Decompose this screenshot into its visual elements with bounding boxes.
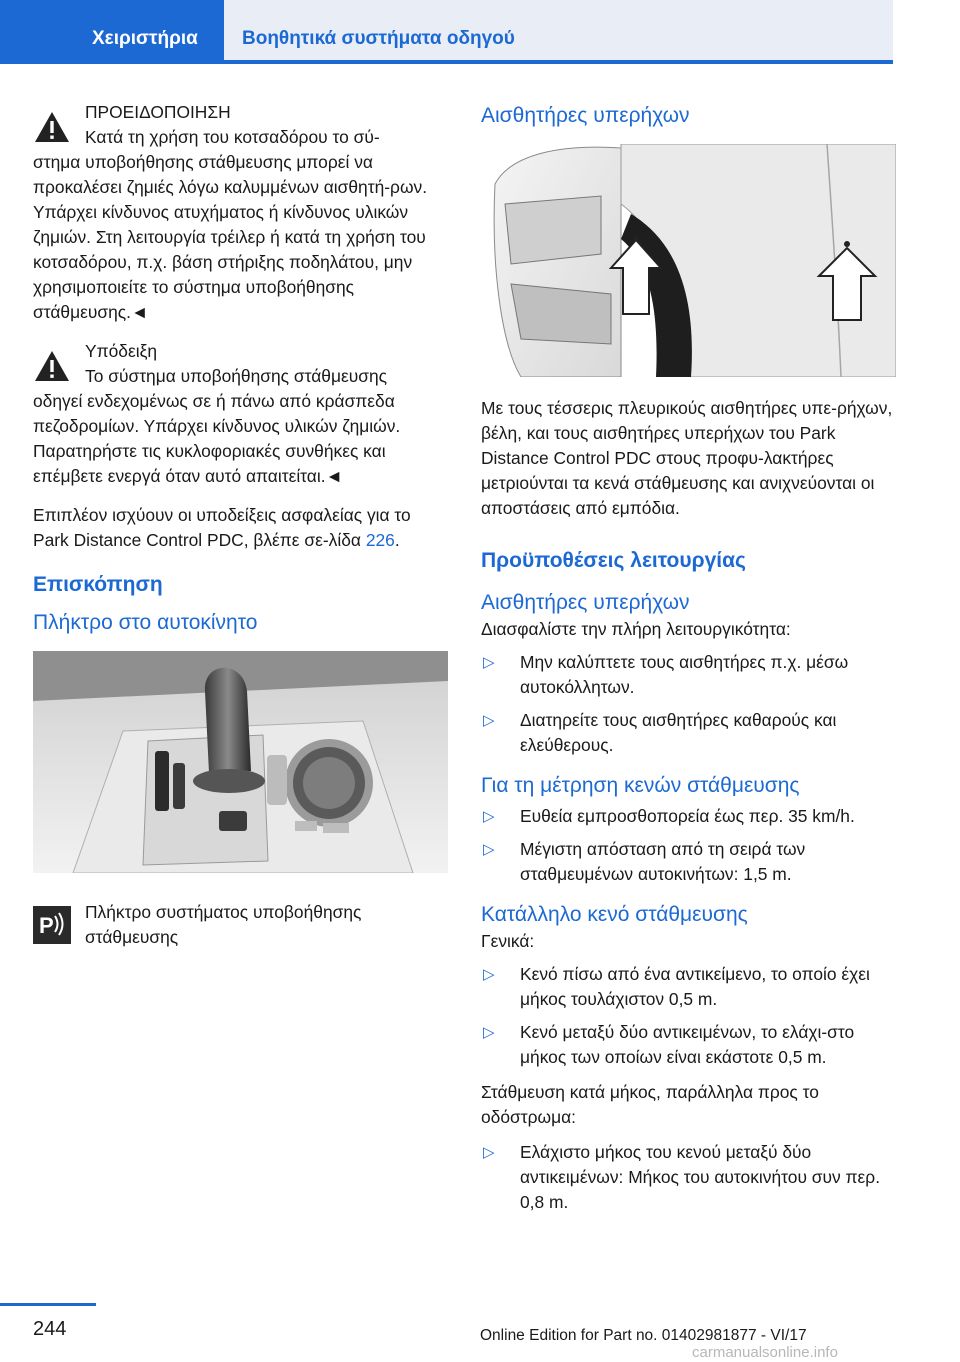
left-column [33,100,448,950]
warning-title: ΠΡΟΕΙΔΟΠΟΙΗΣΗ [85,102,231,122]
parallel-parking-text: Στάθμευση κατά μήκος, παράλληλα προς το οδόστρωμα: [481,1082,819,1127]
parallel-parking-list [481,1140,896,1215]
heading-overview: Επισκόπηση [33,573,163,596]
notice-block [33,339,448,489]
notice-text-first-line: Το σύστημα υποβοήθησης στάθμευσης [85,366,388,386]
safety-reference-text: Επιπλέον ισχύουν οι υποδείξεις ασφαλείας για το Park Distance Control PDC, βλέπε σε-λίδα [33,505,411,550]
center-console-image [33,651,448,873]
list-item: ▷ Μέγιστη απόσταση από τη σειρά των σταθμευμένων αυτοκινήτων: 1,5 m. [483,839,806,884]
sensor-care-list [481,650,896,758]
list-item: ▷ Ελάχιστο μήκος του κενού μεταξύ δύο αντικειμένων: Μήκος του αυτοκινήτου συν περ. 0,8 m. [483,1142,881,1212]
warning-block [33,100,448,325]
pdc-button-note [33,900,448,950]
notice-text: οδηγεί ενδεχομένως σε ή πάνω από κράσπεδα πεζοδρομίων. Υπάρχει κίνδυνος υλικών ζημιών. Παρατηρήστε τις κυκλοφοριακές συνθήκες και επέμβετε ενεργά όταν αυτό απαιτείται.◄ [33,391,401,486]
edition-info: Online Edition for Part no. 01402981877 - VI/17 [480,1327,807,1344]
list-item: ▷ Κενό μεταξύ δύο αντικειμένων, το ελάχι-στο μήκος των οποίων είναι εκάστοτε 0,5 m. [483,1022,855,1067]
suitable-space-list [481,962,896,1070]
heading-operating-requirements: Προϋποθέσεις λειτουργίας [481,549,746,572]
chapter-tab-label: Χειριστήρια [92,28,198,49]
footer-divider [0,1303,96,1306]
notice-title: Υπόδειξη [85,341,158,361]
safety-reference [33,503,448,553]
right-column [481,100,896,1225]
chapter-tab[interactable] [0,0,224,64]
warning-text: στημα υποβοήθησης στάθμευσης μπορεί να προκαλέσει ζημιές λόγω καλυμμένων αισθητή-ρων. Υπάρχει κίνδυνος ατυχήματος ή κίνδυνος υλικών ζημιών. Στη λειτουργία τρέιλερ ή κατά τη χρήση του κοτσαδόρου, π.χ. βάση στήριξης ποδηλάτου, μην χρησιμοποιείτε το σύστημα υποβοήθησης στάθμευσης.◄ [33,152,428,322]
list-item: ▷ Διατηρείτε τους αισθητήρες καθαρούς και ελεύθερους. [483,710,837,755]
warning-text-first-line: Κατά τη χρήση του κοτσαδόρου το σύ- [85,127,380,147]
header-bar [0,0,893,64]
triangle-bullet-icon: ▷ [483,654,495,671]
heading-measuring-spaces: Για τη μέτρηση κενών στάθμευσης [481,774,800,797]
triangle-bullet-icon: ▷ [483,1024,495,1041]
heading-ultrasonic-sensors: Αισθητήρες υπερήχων [481,104,690,127]
heading-ultrasonic-sensors-2: Αισθητήρες υπερήχων [481,591,690,614]
sensors-description: Με τους τέσσερις πλευρικούς αισθητήρες υπε-ρήχων, βέλη, και τους αισθητήρες υπερήχων του Park Distance Control PDC στους προφυ-λακτήρες μετριούνται τα κενά στάθμευσης και ανιχνεύονται οι αποστάσεις από εμπόδια. [481,398,893,518]
safety-reference-end: . [394,530,400,550]
watermark: carmanualsonline.info [692,1344,838,1361]
measuring-list [481,804,896,887]
triangle-bullet-icon: ▷ [483,841,495,858]
page-link[interactable]: 226 [365,530,395,550]
pdc-button-label: Πλήκτρο συστήματος υποβοήθησης στάθμευσης [85,902,362,947]
list-item: ▷ Μην καλύπτετε τους αισθητήρες π.χ. μέσω αυτοκόλλητων. [483,652,849,697]
svg-text:P: P [39,913,54,938]
header-divider [0,60,893,64]
triangle-bullet-icon: ▷ [483,1144,495,1161]
list-item: ▷ Κενό πίσω από ένα αντικείμενο, το οποίο έχει μήκος τουλάχιστον 0,5 m. [483,964,870,1009]
ultrasonic-sensors-image [481,144,896,377]
heading-button-in-car: Πλήκτρο στο αυτοκίνητο [33,611,258,634]
section-tab[interactable] [224,0,893,64]
triangle-bullet-icon: ▷ [483,712,495,729]
page-number: 244 [33,1318,67,1340]
general-label: Γενικά: [481,931,535,951]
section-tab-label: Βοηθητικά συστήματα οδηγού [242,28,515,49]
warning-triangle-icon [33,108,71,146]
triangle-bullet-icon: ▷ [483,966,495,983]
parking-assistant-icon [33,906,71,944]
triangle-bullet-icon: ▷ [483,808,495,825]
heading-suitable-space: Κατάλληλο κενό στάθμευσης [481,903,748,926]
warning-triangle-icon [33,347,71,385]
ensure-text: Διασφαλίστε την πλήρη λειτουργικότητα: [481,619,791,639]
list-item: ▷ Ευθεία εμπροσθοπορεία έως περ. 35 km/h. [481,804,896,829]
